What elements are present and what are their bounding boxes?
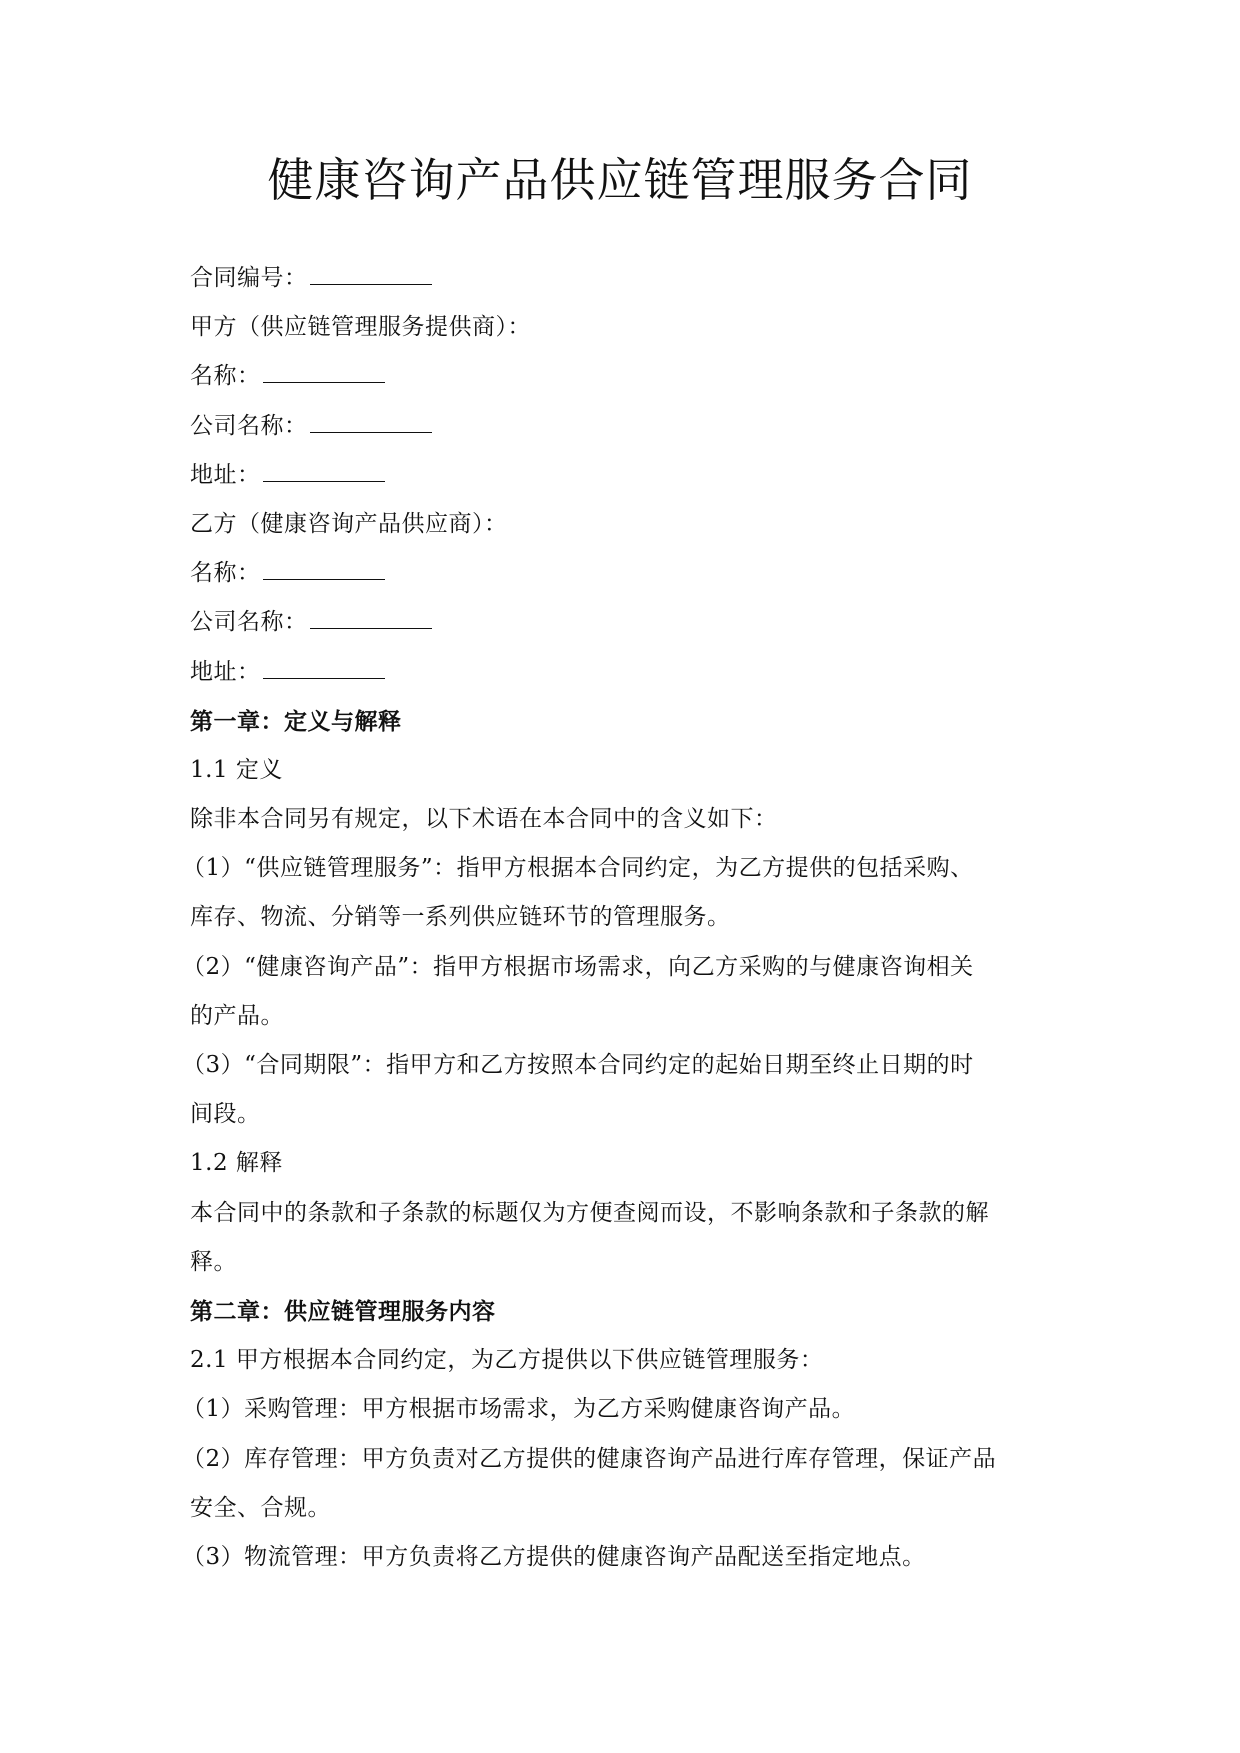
party-b-address-blank[interactable]	[263, 662, 385, 679]
party-b-address-field	[190, 648, 1062, 697]
party-b-name-label: 名称：	[190, 560, 261, 587]
definition-2-line-2: 的产品。	[190, 1002, 284, 1029]
party-a-company-field	[190, 402, 1062, 451]
document-body	[182, 254, 1062, 1582]
party-b-company-label: 公司名称：	[190, 609, 308, 636]
section-1-1-heading: 1.1 定义	[190, 756, 283, 783]
party-b-heading: 乙方（健康咨询产品供应商）：	[190, 510, 508, 537]
section-1-2-line-2: 释。	[190, 1248, 237, 1275]
document-title: 健康咨询产品供应链管理服务合同	[267, 153, 973, 207]
party-b-company-blank[interactable]	[310, 612, 432, 629]
contract-number-label: 合同编号：	[190, 265, 308, 291]
party-a-heading: 甲方（供应链管理服务提供商）：	[190, 314, 531, 341]
section-1-1-intro: 除非本合同另有规定，以下术语在本合同中的含义如下：	[190, 806, 778, 833]
contract-number-field	[190, 254, 1062, 303]
definition-1-line-2: 库存、物流、分销等一系列供应链环节的管理服务。	[190, 904, 731, 931]
party-a-company-label: 公司名称：	[190, 412, 308, 439]
party-a-address-label: 地址：	[190, 461, 261, 488]
party-b-name-field	[190, 549, 1062, 598]
service-item-2-line-2: 安全、合规。	[190, 1494, 331, 1521]
party-a-address-blank[interactable]	[263, 465, 385, 482]
service-item-3: （3）物流管理：甲方负责将乙方提供的健康咨询产品配送至指定地点。	[182, 1543, 926, 1570]
party-b-company-field	[190, 598, 1062, 647]
definition-3-line-1: （3）“合同期限”：指甲方和乙方按照本合同约定的起始日期至终止日期的时	[182, 1052, 974, 1078]
party-b-name-blank[interactable]	[263, 563, 385, 580]
party-a-company-blank[interactable]	[310, 416, 432, 433]
definition-2-line-1: （2）“健康咨询产品”：指甲方根据市场需求，向乙方采购的与健康咨询相关	[182, 953, 974, 980]
party-b-address-label: 地址：	[190, 658, 261, 685]
party-a-name-label: 名称：	[190, 363, 261, 390]
contract-number-blank[interactable]	[310, 268, 432, 285]
party-a-name-blank[interactable]	[263, 366, 385, 383]
section-2-1: 2.1 甲方根据本合同约定，为乙方提供以下供应链管理服务：	[190, 1347, 824, 1374]
section-1-2-heading: 1.2 解释	[190, 1150, 283, 1177]
definition-3-line-2: 间段。	[190, 1101, 261, 1128]
service-item-2-line-1: （2）库存管理：甲方负责对乙方提供的健康咨询产品进行库存管理，保证产品	[182, 1445, 997, 1472]
chapter-1-heading: 第一章：定义与解释	[190, 707, 402, 735]
party-a-name-field	[190, 352, 1062, 401]
party-a-address-field	[190, 451, 1062, 500]
service-item-1: （1）采购管理：甲方根据市场需求，为乙方采购健康咨询产品。	[182, 1396, 856, 1423]
chapter-2-heading: 第二章：供应链管理服务内容	[190, 1297, 496, 1325]
definition-1-line-1: （1）“供应链管理服务”：指甲方根据本合同约定，为乙方提供的包括采购、	[182, 855, 974, 882]
section-1-2-line-1: 本合同中的条款和子条款的标题仅为方便查阅而设，不影响条款和子条款的解	[190, 1199, 989, 1226]
